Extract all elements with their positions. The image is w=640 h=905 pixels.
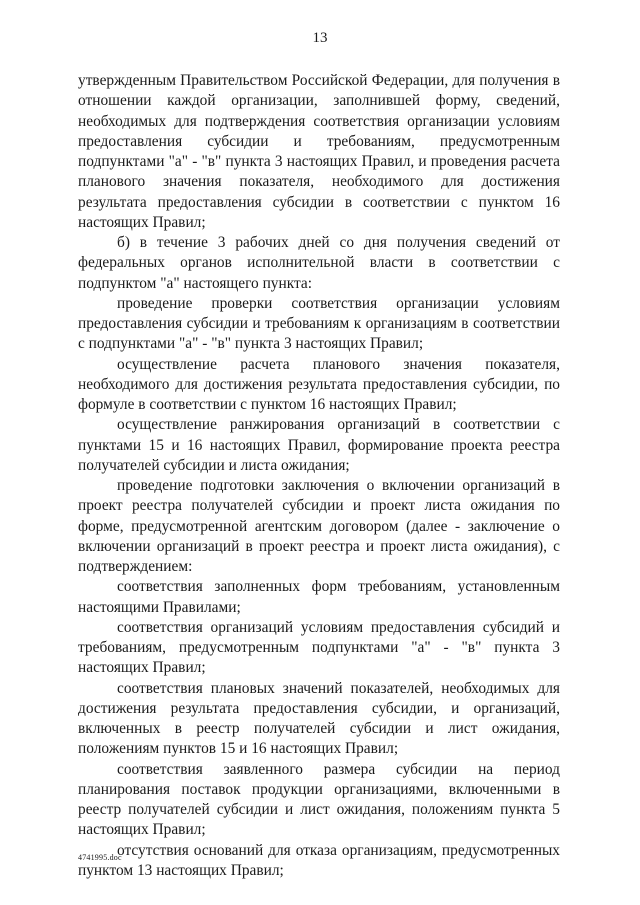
paragraph-confirm-indicators: соответствия плановых значений показателей, необходимых для достижения результата предоставления субсидии, и организаций, включенных в реестр получателей субсидии и лист ожидания, положениям пунктов 15 и 16 настоящих Правил;	[78, 679, 560, 758]
paragraph-no-refusal-grounds: отсутствия оснований для отказа организациям, предусмотренных пунктом 13 настоящих Правил;	[78, 841, 560, 879]
paragraph-confirm-forms: соответствия заполненных форм требованиям, установленным настоящими Правилами;	[78, 578, 560, 616]
paragraph-confirm-subsidy-size: соответствия заявленного размера субсидии на период планирования поставок продукции организациями, включенными в реестр получателей субсидии и лист ожидания, положениям пункта 5 настоящих Правил;	[78, 760, 560, 839]
document-body	[78, 71, 560, 881]
paragraph-ranking: осуществление ранжирования организаций в соответствии с пунктами 15 и 16 настоящих Правил, формирование проекта реестра получателей субсидии и листа ожидания;	[78, 416, 560, 474]
document-file-code: 4741995.doc	[78, 853, 122, 862]
paragraph-item-b: б) в течение 3 рабочих дней со дня получения сведений от федеральных органов исполнительной власти в соответствии с подпунктом "а" настоящего пункта:	[78, 234, 560, 292]
paragraph-continuation: утвержденным Правительством Российской Федерации, для получения в отношении каждой организации, заполнившей форму, сведений, необходимых для подтверждения соответствия организации условиям предоставления субсидии и требованиям, предусмотренным подпунктами "а" - "в" пункта 3 настоящих Правил, и проведения расчета планового значения показателя, необходимого для достижения результата предоставления субсидии в соответствии с пунктом 16 настоящих Правил;	[78, 72, 560, 231]
paragraph-check-conformity: проведение проверки соответствия организации условиям предоставления субсидии и требованиям к организациям в соответствии с подпунктами "а" - "в" пункта 3 настоящих Правил;	[78, 294, 560, 353]
paragraph-calculation: осуществление расчета планового значения показателя, необходимого для достижения результата предоставления субсидии, по формуле в соответствии с пунктом 16 настоящих Правил;	[78, 355, 560, 413]
paragraph-confirm-conditions: соответствия организаций условиям предоставления субсидий и требованиям, предусмотренным подпунктами "а" - "в" пункта 3 настоящих Правил;	[78, 618, 560, 677]
page-number: 13	[312, 30, 328, 46]
paragraph-conclusion: проведение подготовки заключения о включении организаций в проект реестра получателей субсидии и проект листа ожидания по форме, предусмотренной агентским договором (далее - заключение о включении организаций в проект реестра и проект листа ожидания), с подтверждением:	[78, 477, 560, 575]
